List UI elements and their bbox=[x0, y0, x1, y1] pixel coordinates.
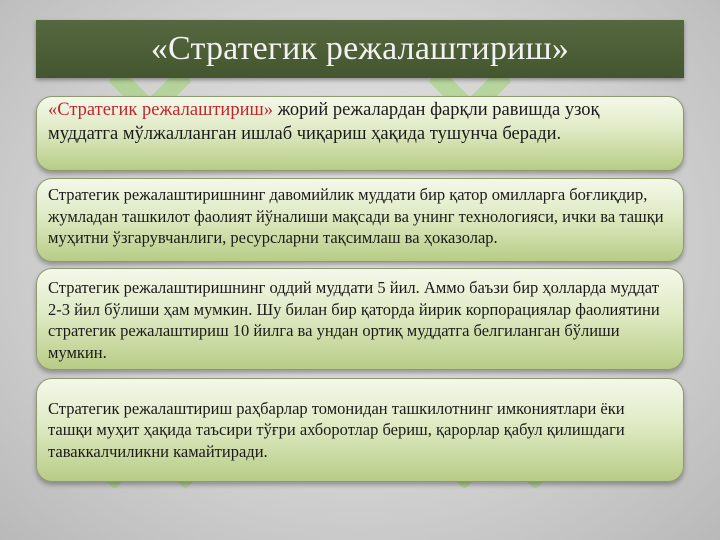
title-bar bbox=[36, 20, 684, 78]
content-box-1-body: жорий режалардан фарқли равишда узоқ муддатга мўлжалланган ишлаб чиқариш ҳақида тушунча беради. bbox=[48, 100, 600, 144]
content-box-1 bbox=[36, 96, 684, 171]
slide-title: «Стратегик режалаштириш» bbox=[150, 30, 570, 67]
content-box-4-text: Стратегик режалаштириш раҳбарлар томонидан ташкилотнинг имкониятлари ёки ташқи муҳит ҳақида таъсири тўғри ахборотлар бериш, қарорлар қабул қилишдаги таваккалчиликни камайтиради. bbox=[48, 398, 625, 461]
content-box-1-text bbox=[48, 99, 671, 146]
content-box-4 bbox=[36, 378, 684, 482]
content-box-2-text: Стратегик режалаштиришнинг давомийлик муддати бир қатор омилларга боғлиқдир, жумладан ташкилот фаолият йўналиши мақсади ва унинг технологияси, ички ва ташқи муҳитни ўзгарувчанлиги, ресурсларни тақсимлаш ва ҳоказолар. bbox=[48, 185, 664, 247]
content-box-2 bbox=[36, 178, 684, 262]
highlighted-term: «Стратегик режалаштириш» bbox=[48, 100, 273, 120]
content-box-3-text: Стратегик режалаштиришнинг оддий муддати 5 йил. Аммо баъзи бир ҳолларда муддат 2-3 йил бўлиши ҳам мумкин. Шу билан бир қаторда йирик корпорациялар фаолиятини стратегик режалаштириш 10 йилга ва ундан ортиқ муддатга белгиланган бўлиши мумкин. bbox=[48, 278, 660, 362]
content-box-3 bbox=[36, 268, 684, 370]
